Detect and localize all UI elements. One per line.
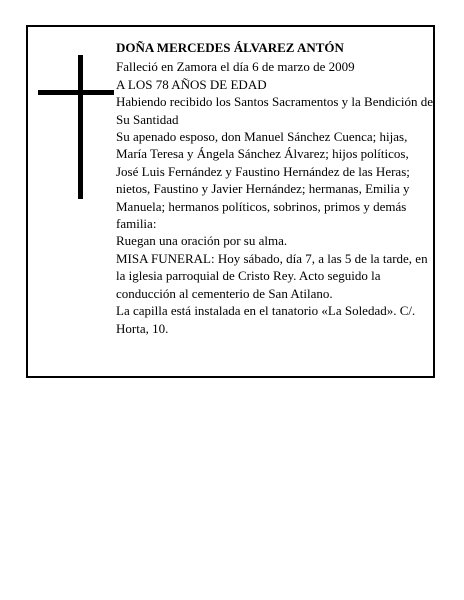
prayer-line: Ruegan una oración por su alma. xyxy=(116,233,288,249)
age-line: A LOS 78 AÑOS DE EDAD xyxy=(116,76,267,92)
cross-vertical-bar xyxy=(78,55,83,199)
chapel-paragraph: La capilla está instalada en el tanatorio «La Soledad». C/. Horta, 10. xyxy=(116,303,416,336)
funeral-mass-paragraph: MISA FUNERAL: Hoy sábado, día 7, a las 5 de la tarde, en la iglesia parroquial de Cristo Rey. Acto seguido la conducción al cementerio de San Atilano. xyxy=(116,250,428,301)
cross-horizontal-bar xyxy=(38,90,114,95)
death-line: Falleció en Zamora el día 6 de marzo de 2009 xyxy=(116,59,355,75)
deceased-name: DOÑA MERCEDES ÁLVAREZ ANTÓN xyxy=(116,40,344,55)
family-paragraph: Su apenado esposo, don Manuel Sánchez Cuenca; hijas, María Teresa y Ángela Sánchez Álvarez; hijos políticos, José Luis Fernández y Faustino Hernández de las Heras; nietos, Faustino y Javier Hernández; hermanas, Emilia y Manuela; hermanos políticos, sobrinos, primos y demás familia: xyxy=(116,129,410,232)
notice-text xyxy=(116,39,434,337)
sacraments-line: Habiendo recibido los Santos Sacramentos y la Bendición de Su Santidad xyxy=(116,94,433,127)
cross-icon xyxy=(38,55,114,199)
obituary-notice xyxy=(26,25,435,378)
